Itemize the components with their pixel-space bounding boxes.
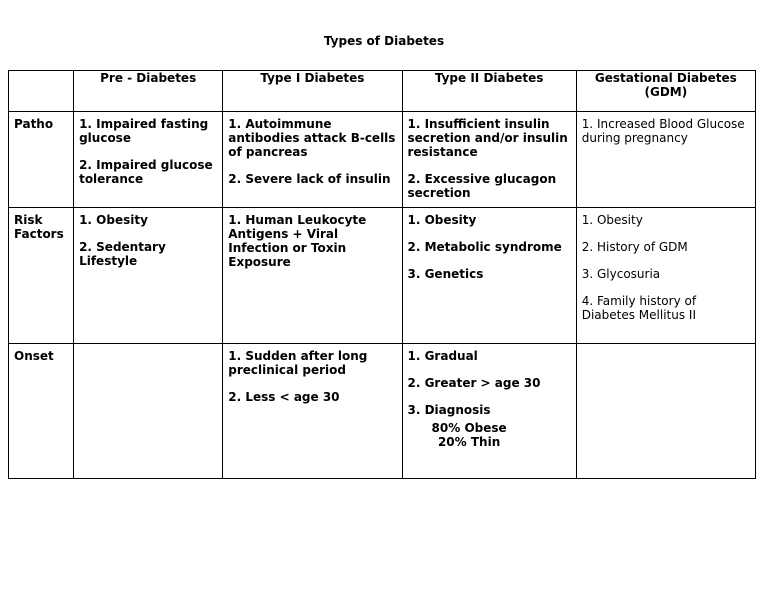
cell-risk-type-1 xyxy=(223,208,402,344)
cell-onset-gestational xyxy=(576,344,755,479)
table-header-row xyxy=(9,71,756,112)
list-item: 2. Excessive glucagon secretion xyxy=(407,172,557,200)
table-row-patho xyxy=(9,112,756,208)
list-item: 2. Greater > age 30 xyxy=(407,376,541,390)
list-item: 3. Glycosuria xyxy=(581,267,661,281)
cell-onset-type-2 xyxy=(402,344,576,479)
cell-risk-pre-diabetes xyxy=(74,208,223,344)
list-item: 1. Sudden after long preclinical period xyxy=(228,349,368,377)
header-gestational-diabetes: Gestational Diabetes (GDM) xyxy=(576,71,755,112)
list-item: 4. Family history of Diabetes Mellitus II xyxy=(581,294,697,322)
list-item: 1. Autoimmune antibodies attack B-cells of pancreas xyxy=(228,117,396,159)
list-item: 2. History of GDM xyxy=(581,240,688,254)
cell-patho-type-2 xyxy=(402,112,576,208)
diagnosis-obese: 80% Obese xyxy=(431,421,507,435)
list-item: 2. Metabolic syndrome xyxy=(407,240,562,254)
cell-onset-type-1 xyxy=(223,344,402,479)
table-row-onset xyxy=(9,344,756,479)
list-item: 3. Genetics xyxy=(407,267,484,281)
header-pre-diabetes: Pre - Diabetes xyxy=(74,71,223,112)
cell-patho-pre-diabetes xyxy=(74,112,223,208)
table-row-risk-factors xyxy=(9,208,756,344)
cell-patho-type-1 xyxy=(223,112,402,208)
list-item: 1. Obesity xyxy=(79,213,148,227)
list-item: 1. Impaired fasting glucose xyxy=(79,117,209,145)
list-item: 1. Obesity xyxy=(407,213,477,227)
header-type-2-diabetes: Type II Diabetes xyxy=(402,71,576,112)
list-item: 1. Human Leukocyte Antigens + Viral Infection or Toxin Exposure xyxy=(228,213,367,269)
list-item: 2. Less < age 30 xyxy=(228,390,340,404)
cell-risk-gestational xyxy=(576,208,755,344)
cell-risk-type-2 xyxy=(402,208,576,344)
cell-patho-gestational xyxy=(576,112,755,208)
list-item: 2. Sedentary Lifestyle xyxy=(79,240,166,268)
list-item: 1. Increased Blood Glucose during pregnancy xyxy=(581,117,745,145)
list-item: 1. Gradual xyxy=(407,349,478,363)
row-label-patho: Patho xyxy=(9,112,74,208)
row-label-risk-factors: Risk Factors xyxy=(9,208,74,344)
list-item: 3. Diagnosis xyxy=(407,403,491,417)
list-item: 1. Insufficient insulin secretion and/or insulin resistance xyxy=(407,117,568,159)
list-item: 2. Impaired glucose tolerance xyxy=(79,158,213,186)
list-item: 1. Obesity xyxy=(581,213,643,227)
diagnosis-breakdown xyxy=(408,421,571,449)
cell-onset-pre-diabetes xyxy=(74,344,223,479)
header-type-1-diabetes: Type I Diabetes xyxy=(223,71,402,112)
diagnosis-thin: 20% Thin xyxy=(437,435,501,449)
row-label-onset: Onset xyxy=(9,344,74,479)
document-title: Types of Diabetes xyxy=(323,34,445,48)
diabetes-types-table xyxy=(8,70,756,479)
header-empty-cell xyxy=(9,71,74,112)
list-item: 2. Severe lack of insulin xyxy=(228,172,391,186)
